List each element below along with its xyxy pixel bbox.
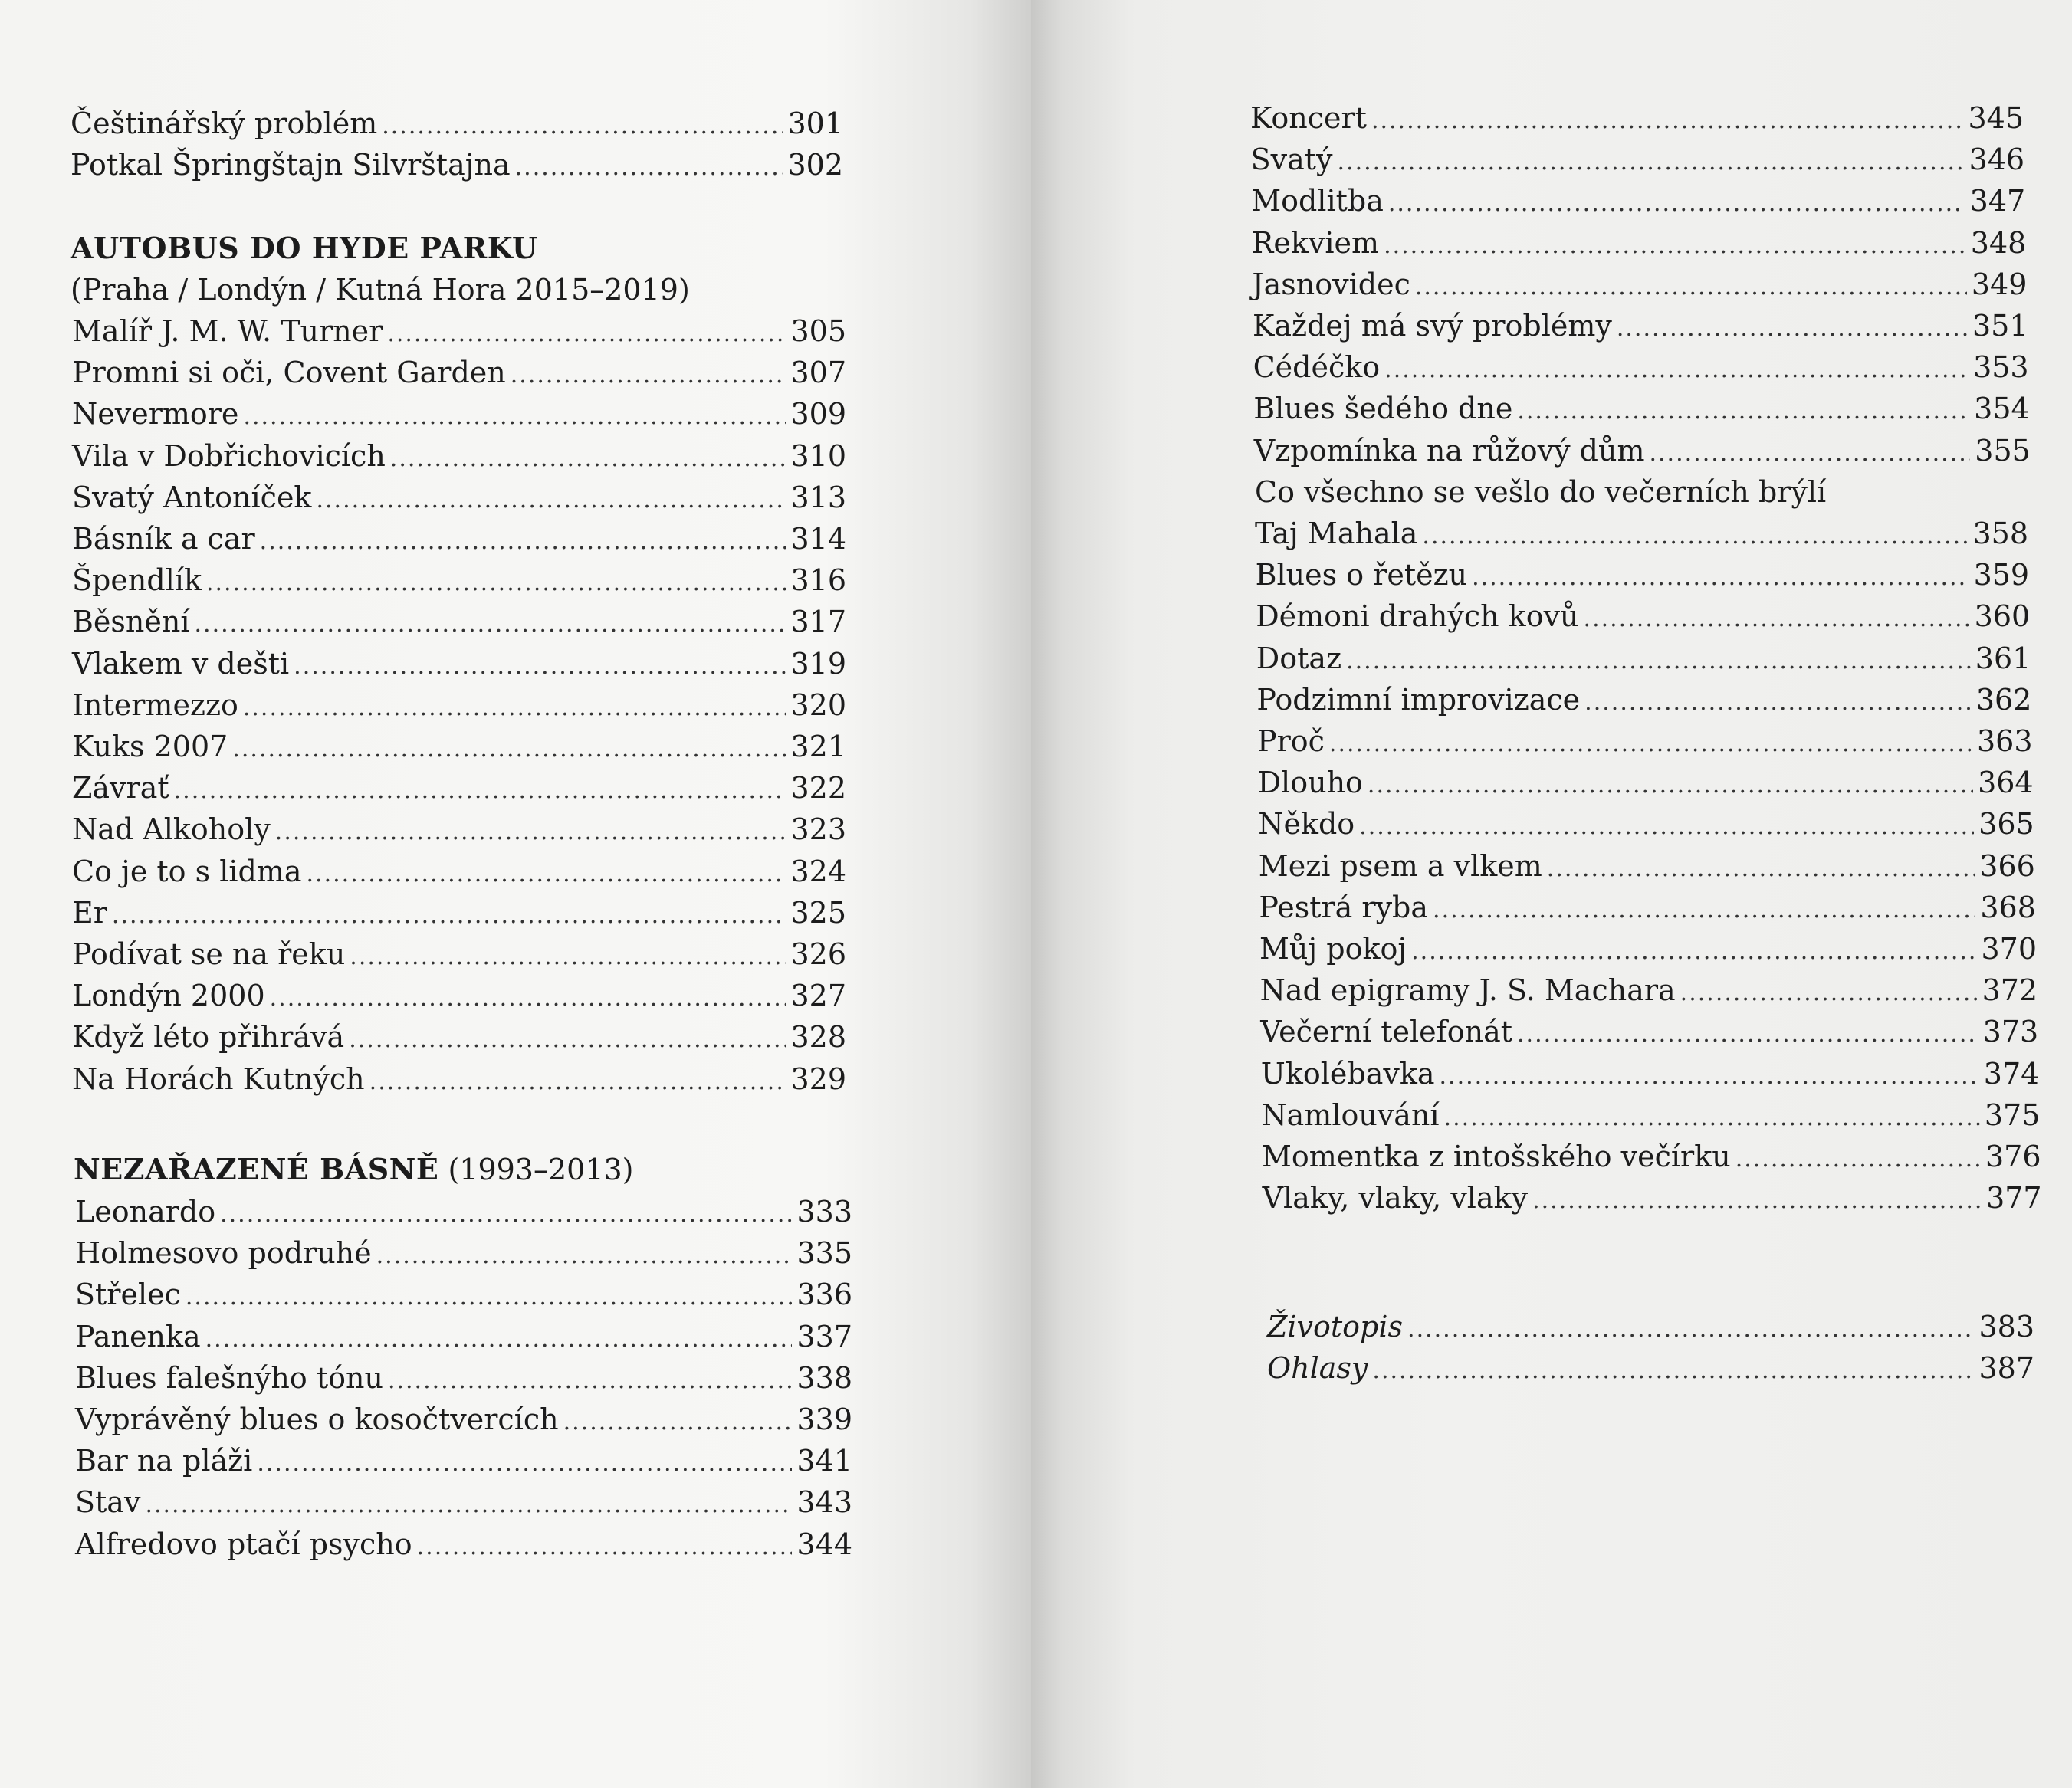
toc-entry <box>1258 804 2034 844</box>
toc-entry-page-number: 383 <box>1978 1310 2034 1343</box>
toc-entry-title: Ohlasy <box>1267 1351 1368 1386</box>
toc-dot-leader <box>1329 724 1972 764</box>
toc-entry-page-number: 361 <box>1975 641 2031 675</box>
toc-dot-leader <box>1407 1310 1974 1350</box>
toc-entry-page-number: 348 <box>1970 225 2027 260</box>
toc-dot-leader <box>1584 599 1970 639</box>
toc-entry-title: Podzimní improvizace <box>1256 682 1581 717</box>
toc-dot-leader <box>1517 392 1969 431</box>
toc-entry-page-number: 346 <box>1969 143 2025 177</box>
toc-dot-leader <box>1617 309 1968 349</box>
toc-entry <box>75 1358 852 1398</box>
toc-dot-leader <box>1368 766 1973 805</box>
toc-entry-title: Cédéčko <box>1253 350 1381 385</box>
toc-entry <box>1257 721 2033 761</box>
toc-entry-page-number: 305 <box>790 314 846 348</box>
toc-entry <box>72 976 846 1015</box>
toc-entry-title: Střelec <box>75 1278 181 1312</box>
section-heading <box>74 1150 634 1189</box>
toc-entry <box>72 394 846 434</box>
toc-dot-leader <box>1372 1351 1974 1391</box>
toc-entry-page-number: 309 <box>790 397 846 431</box>
toc-entry-title: Češtinářský problém <box>71 107 378 140</box>
toc-dot-leader <box>307 855 786 894</box>
toc-entry-title: Modlitba <box>1251 184 1384 218</box>
toc-entry-title: Jasnovidec <box>1252 267 1410 301</box>
toc-entry-page-number: 374 <box>1983 1056 2040 1091</box>
toc-entry-page-number: 319 <box>790 646 846 681</box>
toc-entry <box>72 685 846 725</box>
toc-dot-leader <box>243 688 786 728</box>
toc-entry <box>1253 389 2030 428</box>
toc-entry <box>1262 1137 2041 1176</box>
section-heading <box>71 228 538 268</box>
toc-dot-leader <box>1735 1140 1981 1179</box>
toc-dot-leader <box>1411 932 1976 972</box>
toc-dot-leader <box>369 1062 786 1102</box>
toc-entry-title: Každej má svý problémy <box>1253 309 1612 343</box>
toc-entry-title: Vzpomínka na růžový dům <box>1253 433 1645 468</box>
toc-entry-page-number: 372 <box>1982 973 2038 1008</box>
toc-entry <box>72 519 846 559</box>
toc-entry-title: Promni si oči, Covent Garden <box>72 356 506 390</box>
toc-entry <box>1256 555 2030 595</box>
toc-entry-title: Momentka z intošského večírku <box>1262 1140 1731 1173</box>
toc-entry <box>72 1059 846 1099</box>
toc-dot-leader <box>112 896 786 936</box>
toc-entry <box>1256 596 2030 636</box>
toc-entry-page-number: 365 <box>1978 807 2034 842</box>
toc-entry-page-number: 343 <box>796 1485 852 1520</box>
toc-entry <box>72 644 846 684</box>
toc-entry-page-number: 354 <box>1974 392 2030 426</box>
toc-entry-title: Dotaz <box>1256 641 1342 675</box>
toc-entry-title: Vlakem v dešti <box>72 646 290 681</box>
toc-dot-leader <box>1415 267 1967 307</box>
toc-entry-page-number: 313 <box>790 480 846 514</box>
toc-entry-title: Er <box>72 895 107 930</box>
toc-entry <box>72 809 846 849</box>
toc-entry-page-number: 327 <box>790 979 846 1013</box>
toc-entry-page-number: 316 <box>790 563 846 598</box>
toc-entry-page-number: 325 <box>790 895 846 930</box>
toc-entry <box>75 1524 852 1564</box>
toc-dot-leader <box>275 812 786 852</box>
toc-dot-leader <box>1472 558 1969 598</box>
toc-entry <box>1251 139 2025 179</box>
toc-dot-leader <box>563 1403 793 1442</box>
toc-entry-page-number: 320 <box>790 687 846 722</box>
toc-entry-page-number: 368 <box>1980 890 2036 924</box>
toc-dot-leader <box>511 356 786 395</box>
toc-entry-page-number: 341 <box>796 1444 852 1478</box>
toc-entry-title: Na Horách Kutných <box>72 1061 365 1096</box>
toc-dot-leader <box>270 979 786 1019</box>
right-page <box>1031 0 2072 1788</box>
section-heading-years: (1993–2013) <box>438 1153 634 1186</box>
toc-entry-title: Alfredovo ptačí psycho <box>75 1527 412 1561</box>
toc-dot-leader <box>1547 849 1975 889</box>
toc-entry <box>1259 846 2035 886</box>
toc-entry-title: Potkal Špringštajn Silvrštajna <box>71 148 511 182</box>
toc-entry-title: Pestrá ryba <box>1259 890 1429 924</box>
toc-entry <box>75 1441 852 1481</box>
toc-entry-page-number: 328 <box>790 1020 846 1055</box>
toc-entry-title: Básník a car <box>72 522 255 556</box>
toc-entry-page-number: 317 <box>790 605 846 639</box>
toc-entry-title: Blues falešnýho tónu <box>75 1360 383 1395</box>
toc-entry-title: Bar na pláži <box>75 1444 253 1478</box>
toc-entry <box>75 1317 852 1357</box>
toc-dot-leader <box>1384 350 1969 390</box>
toc-entry-title: Taj Mahala <box>1255 517 1418 550</box>
toc-dot-leader <box>1359 807 1974 847</box>
toc-entry <box>71 103 843 143</box>
toc-dot-leader <box>349 1020 786 1060</box>
toc-entry-page-number: 314 <box>790 522 846 556</box>
toc-entry <box>72 436 846 476</box>
toc-entry <box>72 477 846 517</box>
section-heading-text: NEZAŘAZENÉ BÁSNĚ <box>74 1152 439 1186</box>
toc-entry-title: Koncert <box>1250 101 1367 135</box>
toc-entry <box>1253 306 2028 346</box>
toc-entry-page-number: 326 <box>790 937 846 971</box>
section-subtitle: (Praha / Londýn / Kutná Hora 2015–2019) <box>71 273 690 307</box>
toc-entry-title: Životopis <box>1267 1310 1404 1343</box>
left-page <box>0 0 1031 1788</box>
toc-dot-leader <box>1440 1057 1979 1097</box>
toc-dot-leader <box>205 1320 793 1360</box>
section-heading-text: AUTOBUS DO HYDE PARKU <box>71 231 538 265</box>
toc-entry-title: Špendlík <box>72 563 202 598</box>
toc-entry-title: Kuks 2007 <box>72 730 228 763</box>
toc-entry <box>71 145 843 185</box>
toc-entry-title: Podívat se na řeku <box>72 937 346 971</box>
toc-dot-leader <box>350 937 786 977</box>
toc-entry-page-number: 370 <box>1981 932 2037 966</box>
toc-entry-title: Vyprávěný blues o kosočtvercích <box>75 1403 559 1436</box>
toc-dot-leader <box>1517 1015 1978 1055</box>
toc-dot-leader <box>316 481 786 520</box>
toc-dot-leader <box>1371 101 1964 141</box>
toc-entry-title: Holmesovo podruhé <box>75 1236 372 1271</box>
toc-entry <box>72 727 846 766</box>
toc-entry-title: Závrať <box>72 771 169 805</box>
toc-entry-page-number: 387 <box>1978 1351 2034 1386</box>
toc-entry <box>1267 1348 2034 1388</box>
toc-entry-title: Nad epigramy J. S. Machara <box>1259 973 1676 1008</box>
toc-entry <box>1260 970 2038 1010</box>
toc-entry-page-number: 329 <box>790 1061 846 1096</box>
toc-entry <box>72 353 846 392</box>
toc-entry-title: Nevermore <box>72 397 239 431</box>
toc-entry <box>72 1017 846 1057</box>
toc-entry-title: Mezi psem a vlkem <box>1258 848 1542 883</box>
toc-entry-page-number: 322 <box>790 771 846 805</box>
toc-entry <box>72 602 846 641</box>
toc-entry-page-number: 366 <box>1979 848 2035 883</box>
toc-dot-leader <box>376 1236 793 1276</box>
toc-entry <box>1256 680 2031 720</box>
toc-entry-page-number: 321 <box>790 730 846 763</box>
toc-entry-page-number: 362 <box>1975 682 2032 717</box>
toc-entry-page-number: 377 <box>1986 1181 2042 1216</box>
toc-entry <box>1250 98 2024 138</box>
toc-entry-title: Namlouvání <box>1261 1097 1440 1132</box>
toc-entry-page-number: 345 <box>1968 101 2024 135</box>
toc-dot-leader <box>232 730 786 769</box>
toc-entry <box>75 1233 852 1273</box>
toc-entry <box>75 1275 852 1314</box>
toc-dot-leader <box>294 647 786 687</box>
toc-entry <box>1253 347 2029 387</box>
toc-entry <box>75 1399 852 1439</box>
toc-entry-title: Svatý <box>1250 143 1333 177</box>
toc-entry <box>72 311 846 351</box>
toc-entry <box>1258 763 2034 802</box>
toc-entry-title: Proč <box>1257 724 1325 758</box>
toc-dot-leader <box>387 314 786 354</box>
toc-dot-leader <box>1680 973 1978 1013</box>
toc-entry-title: Blues o řetězu <box>1255 558 1468 592</box>
toc-dot-leader <box>388 1361 793 1401</box>
toc-entry-page-number: 349 <box>1971 267 2028 301</box>
toc-entry-page-number: 347 <box>1969 184 2026 218</box>
toc-entry <box>1255 513 2028 553</box>
toc-dot-leader <box>1346 641 1971 681</box>
toc-entry-page-number: 339 <box>796 1403 852 1436</box>
toc-entry <box>72 768 846 808</box>
left-toc <box>0 0 1031 1788</box>
toc-entry <box>1252 223 2027 263</box>
toc-entry <box>1261 1054 2040 1094</box>
toc-entry <box>1261 1095 2040 1135</box>
toc-entry-page-number: 324 <box>790 854 846 888</box>
toc-entry-page-number: 338 <box>796 1360 852 1395</box>
toc-dot-leader <box>382 107 783 146</box>
toc-entry-title: Stav <box>75 1485 141 1520</box>
toc-dot-leader <box>260 522 786 562</box>
toc-entry <box>1252 264 2027 304</box>
toc-entry-title: Vlaky, vlaky, vlaky <box>1262 1181 1529 1216</box>
toc-entry-title: Nad Alkoholy <box>72 812 271 847</box>
toc-entry-title: Leonardo <box>75 1195 216 1229</box>
toc-entry-page-number: 301 <box>787 107 843 140</box>
toc-dot-leader <box>257 1444 792 1484</box>
toc-entry-page-number: 351 <box>1972 309 2028 343</box>
toc-entry-title: Večerní telefonát <box>1260 1015 1513 1049</box>
toc-entry-page-number: 333 <box>796 1195 852 1229</box>
toc-entry-title: Když léto přihrává <box>72 1020 345 1055</box>
toc-entry-title: Běsnění <box>72 605 190 639</box>
toc-entry <box>72 893 846 933</box>
toc-entry <box>75 1192 852 1232</box>
toc-dot-leader <box>1422 517 1968 556</box>
toc-entry-page-number: 353 <box>1973 350 2029 385</box>
toc-entry-title: Ukolébavka <box>1260 1056 1435 1091</box>
toc-dot-leader <box>145 1485 792 1525</box>
toc-entry <box>1260 1012 2038 1051</box>
toc-entry-page-number: 307 <box>790 356 846 390</box>
toc-entry <box>1259 887 2036 927</box>
toc-entry-page-number: 363 <box>1976 724 2033 758</box>
right-toc <box>1031 0 2072 1788</box>
toc-entry <box>1267 1307 2034 1347</box>
toc-entry-page-number: 336 <box>796 1278 852 1312</box>
toc-entry <box>1263 1178 2042 1218</box>
toc-entry-title: Démoni drahých kovů <box>1256 599 1579 634</box>
toc-dot-leader <box>1532 1181 1982 1221</box>
toc-dot-leader <box>1584 683 1972 723</box>
toc-entry <box>72 560 846 600</box>
toc-dot-leader <box>1444 1098 1980 1138</box>
toc-dot-leader <box>243 397 786 437</box>
toc-entry-page-number: 337 <box>796 1319 852 1353</box>
toc-entry-title: Někdo <box>1258 807 1355 842</box>
toc-dot-leader <box>1388 184 1965 224</box>
toc-dot-leader <box>220 1195 792 1235</box>
toc-entry-title: Malíř J. M. W. Turner <box>72 314 383 348</box>
toc-entry-page-number: 376 <box>1985 1140 2041 1173</box>
toc-entry-page-number: 359 <box>1973 558 2030 592</box>
toc-entry-page-number: 360 <box>1974 599 2031 634</box>
toc-entry-title: Intermezzo <box>72 687 238 722</box>
toc-dot-leader <box>515 148 783 188</box>
toc-dot-leader <box>1338 143 1965 182</box>
toc-dot-leader <box>206 563 786 603</box>
toc-entry <box>1259 929 2037 969</box>
toc-entry-page-number: 373 <box>1982 1015 2039 1049</box>
toc-entry-title: Dlouho <box>1257 766 1363 800</box>
toc-entry-title: Co je to s lidma <box>72 854 302 888</box>
toc-entry-page-number: 355 <box>1975 433 2031 468</box>
toc-entry-page-number: 335 <box>796 1236 852 1271</box>
toc-entry-page-number: 375 <box>1984 1097 2041 1132</box>
toc-entry-page-number: 310 <box>790 438 846 473</box>
toc-dot-leader <box>1433 891 1975 930</box>
toc-entry-page-number: 358 <box>1972 517 2028 550</box>
toc-entry-page-number: 323 <box>790 812 846 847</box>
toc-entry-page-number: 364 <box>1978 766 2034 800</box>
toc-entry <box>72 851 846 891</box>
toc-entry-title: Rekviem <box>1251 225 1380 260</box>
toc-entry-title: Vila v Dobřichovicích <box>72 438 386 473</box>
toc-dot-leader <box>390 439 786 479</box>
toc-entry-page-number: 302 <box>787 148 843 182</box>
toc-entry <box>1254 431 2031 471</box>
toc-entry-page-number: 344 <box>796 1527 852 1561</box>
toc-unnumbered-entry: Co všechno se vešlo do večerních brýlí <box>1255 474 1827 509</box>
toc-entry-title: Londýn 2000 <box>72 979 265 1013</box>
toc-dot-leader <box>1649 434 1970 474</box>
toc-entry-title: Blues šedého dne <box>1253 392 1513 426</box>
toc-entry <box>1251 181 2025 221</box>
toc-dot-leader <box>417 1527 793 1567</box>
toc-dot-leader <box>1384 226 1966 266</box>
toc-entry-title: Panenka <box>75 1319 201 1353</box>
toc-dot-leader <box>195 605 786 645</box>
toc-entry-title: Svatý Antoníček <box>72 480 312 514</box>
toc-entry <box>75 1482 852 1522</box>
toc-entry <box>1256 638 2031 678</box>
toc-entry <box>72 934 846 974</box>
toc-entry-title: Můj pokoj <box>1259 932 1407 966</box>
toc-dot-leader <box>186 1278 793 1317</box>
toc-dot-leader <box>174 771 786 811</box>
